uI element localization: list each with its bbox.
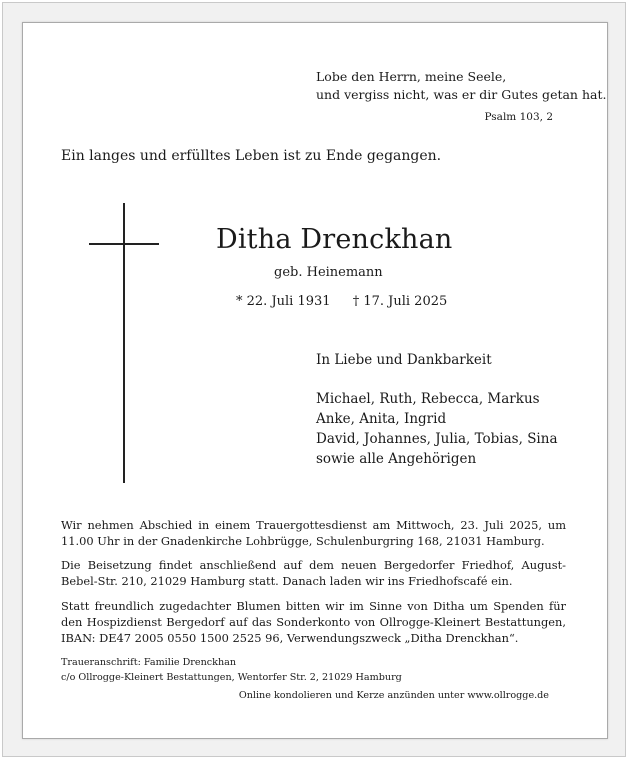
psalm-quote <box>316 68 606 104</box>
cross-icon <box>123 203 125 483</box>
intro-text: Ein langes und erfülltes Leben ist zu Ende gegangen. <box>61 148 442 164</box>
burial-info: Die Beisetzung findet anschließend auf dem neuen Bergedorfer Friedhof, August-Bebel-Str. 210, 21029 Hamburg statt. Danach laden wir ins Friedhofscafé ein. <box>61 558 566 588</box>
mourning-address <box>61 655 402 685</box>
death-date: † 17. Juli 2025 <box>352 294 448 309</box>
psalm-line: Lobe den Herrn, meine Seele, <box>316 69 507 84</box>
mourners-line: Anke, Anita, Ingrid <box>316 411 447 427</box>
mourners-list <box>316 389 558 469</box>
mourners-line: Michael, Ruth, Rebecca, Markus <box>316 391 540 407</box>
gratitude-heading: In Liebe und Dankbarkeit <box>316 352 492 368</box>
psalm-line: und vergiss nicht, was er dir Gutes getan hat. <box>316 87 607 102</box>
mourners-line: David, Johannes, Julia, Tobias, Sina <box>316 431 558 447</box>
cross-icon-bar <box>89 243 159 245</box>
psalm-reference: Psalm 103, 2 <box>484 111 553 123</box>
contact-line: Traueranschrift: Familie Drenckhan <box>61 657 237 668</box>
donation-info: Statt freundlich zugedachter Blumen bitten wir im Sinne von Ditha um Spenden für den Hospizdienst Bergedorf auf das Sonderkonto von Ollrogge-Kleinert Bestattungen, IBAN: DE47 2005 0550 1500 2525 96, Verwendungszweck „Ditha Drenckhan“. <box>61 599 566 645</box>
birth-name: geb. Heinemann <box>274 265 383 280</box>
life-dates <box>236 294 447 309</box>
mourners-line: sowie alle Angehörigen <box>316 451 477 467</box>
birth-date: * 22. Juli 1931 <box>236 294 331 309</box>
service-info: Wir nehmen Abschied in einem Trauergottesdienst am Mittwoch, 23. Juli 2025, um 11.00 Uhr in der Gnadenkirche Lohbrügge, Schulenburgring 168, 21031 Hamburg. <box>61 518 566 548</box>
deceased-name: Ditha Drenckhan <box>216 224 453 255</box>
online-condolence: Online kondolieren und Kerze anzünden unter www.ollrogge.de <box>238 690 549 701</box>
contact-line: c/o Ollrogge-Kleinert Bestattungen, Wentorfer Str. 2, 21029 Hamburg <box>61 672 402 683</box>
